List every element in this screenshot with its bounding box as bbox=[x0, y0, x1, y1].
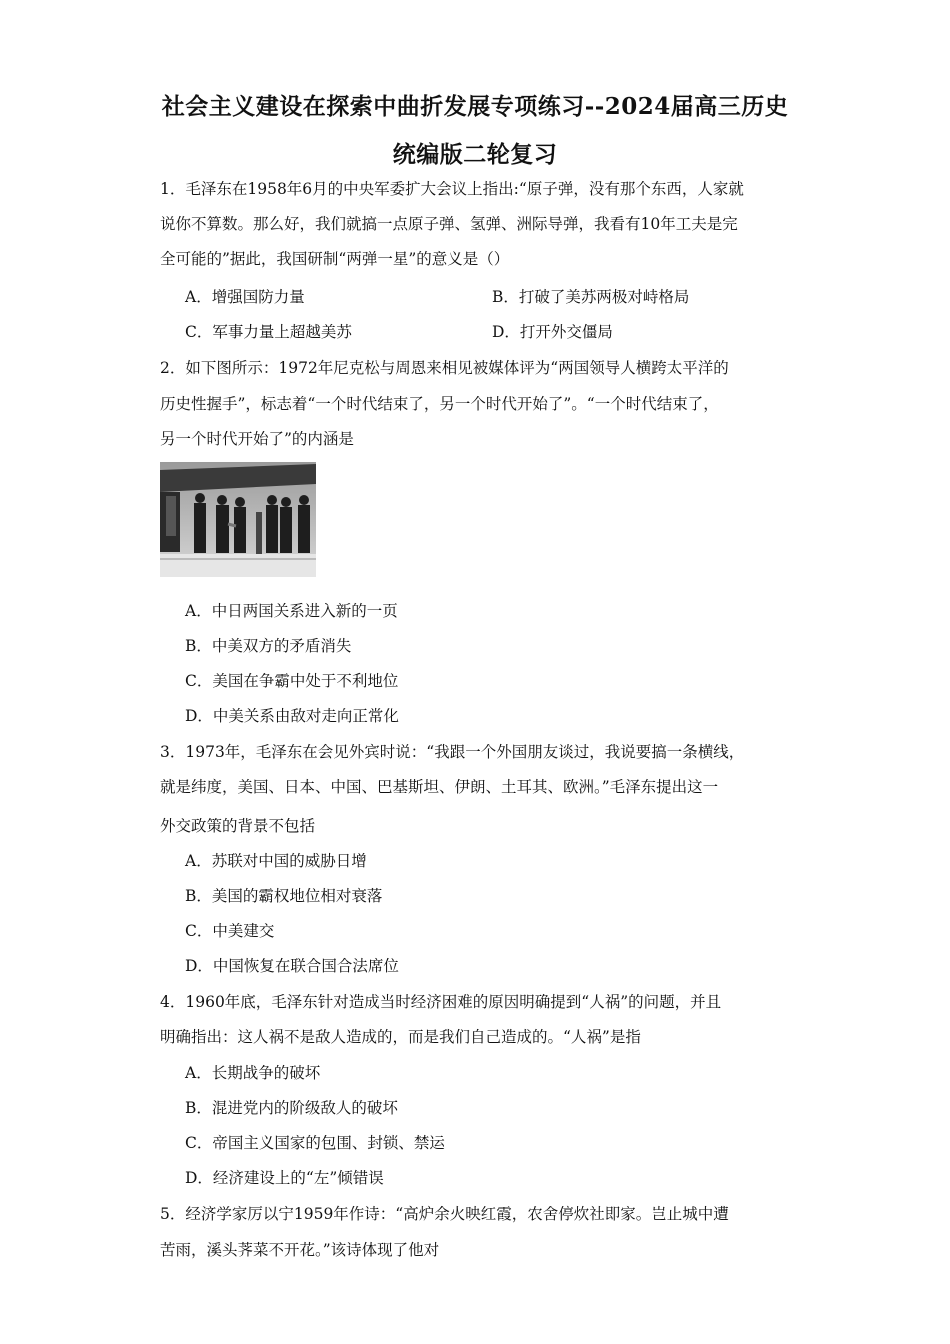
question-2-option-b: B．中美双方的矛盾消失 bbox=[185, 637, 352, 655]
question-1-option-a: A．增强国防力量 bbox=[185, 288, 305, 306]
question-4-stem-line-2: 明确指出：这人祸不是敌人造成的，而是我们自己造成的。“人祸”是指 bbox=[160, 1028, 641, 1046]
question-2-option-a: A．中日两国关系进入新的一页 bbox=[185, 602, 398, 620]
question-3-option-d: D．中国恢复在联合国合法席位 bbox=[185, 957, 399, 975]
question-2-option-c: C．美国在争霸中处于不利地位 bbox=[185, 672, 399, 690]
question-1-stem-line-2: 说你不算数。那么好，我们就搞一点原子弹、氢弹、洲际导弹，我看有10年工夫是完 bbox=[160, 215, 738, 233]
question-4-option-a: A．长期战争的破坏 bbox=[185, 1064, 321, 1082]
question-4-stem-line-1: 4．1960年底，毛泽东针对造成当时经济困难的原因明确提到“人祸”的问题，并且 bbox=[160, 993, 722, 1011]
question-4-option-c: C．帝国主义国家的包围、封锁、禁运 bbox=[185, 1134, 445, 1152]
question-4-option-d: D．经济建设上的“左”倾错误 bbox=[185, 1169, 384, 1187]
question-3-option-b: B．美国的霸权地位相对衰落 bbox=[185, 887, 383, 905]
question-3-stem-line-2: 就是纬度，美国、日本、中国、巴基斯坦、伊朗、土耳其、欧洲。”毛泽东提出这一 bbox=[160, 778, 719, 796]
question-2-option-d: D．中美关系由敌对走向正常化 bbox=[185, 707, 399, 725]
question-2-stem-line-2: 历史性握手”，标志着“一个时代结束了，另一个时代开始了”。“一个时代结束了， bbox=[160, 395, 719, 413]
question-1-option-d: D．打开外交僵局 bbox=[492, 323, 613, 341]
question-2-stem-line-1: 2．如下图所示：1972年尼克松与周恩来相见被媒体评为“两国领导人横跨太平洋的 bbox=[160, 359, 729, 377]
question-4-option-b: B．混进党内的阶级敌人的破坏 bbox=[185, 1099, 398, 1117]
question-1-option-b: B．打破了美苏两极对峙格局 bbox=[492, 288, 690, 306]
handshake-photo bbox=[160, 462, 316, 577]
question-3-option-c: C．中美建交 bbox=[185, 922, 275, 940]
question-5-stem-line-2: 苦雨，溪头荠菜不开花。”该诗体现了他对 bbox=[160, 1241, 440, 1259]
doc-title-line-1: 社会主义建设在探索中曲折发展专项练习--2024届高三历史 bbox=[161, 93, 789, 120]
question-1-stem-line-3: 全可能的”据此，我国研制“两弹一星”的意义是（） bbox=[160, 250, 510, 268]
question-3-stem-line-1: 3．1973年，毛泽东在会见外宾时说：“我跟一个外国朋友谈过，我说要搞一条横线， bbox=[160, 743, 745, 761]
question-1-option-c: C．军事力量上超越美苏 bbox=[185, 323, 352, 341]
question-5-stem-line-1: 5．经济学家厉以宁1959年作诗：“高炉余火映红霞，农舍停炊社即家。岂止城中遭 bbox=[160, 1205, 729, 1223]
question-2-stem-line-3: 另一个时代开始了”的内涵是 bbox=[160, 430, 354, 448]
question-3-stem-line-3: 外交政策的背景不包括 bbox=[160, 817, 316, 835]
doc-title-line-2: 统编版二轮复习 bbox=[392, 141, 558, 168]
question-1-stem-line-1: 1．毛泽东在1958年6月的中央军委扩大会议上指出:“原子弹，没有那个东西，人家就 bbox=[160, 180, 744, 198]
question-3-option-a: A．苏联对中国的威胁日增 bbox=[185, 852, 367, 870]
